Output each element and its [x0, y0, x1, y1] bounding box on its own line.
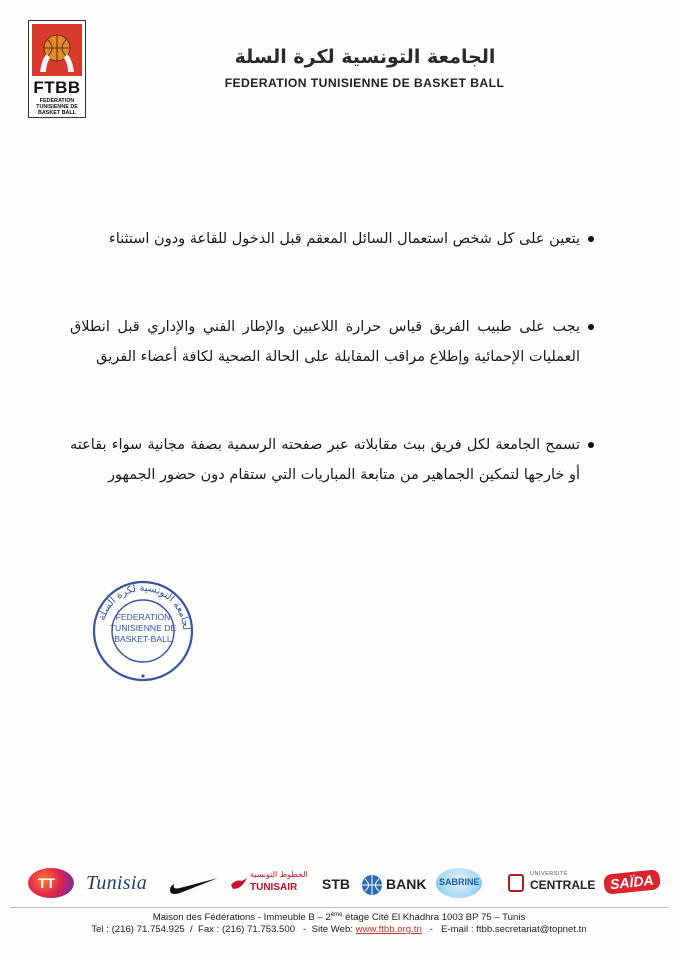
instruction-text: يتعين على كل شخص استعمال السائل المعقم قبل الدخول للقاعة ودون استثناء [108, 231, 580, 247]
tunisair-arabic: الخطوط التونسية [250, 870, 308, 879]
address-superscript: ème [330, 912, 343, 918]
footer-divider [10, 907, 668, 908]
tunisia-logo: Tunisia [86, 872, 148, 894]
stamp-line: BASKET-BALL [114, 634, 172, 644]
sabrine-label: SABRINE [439, 877, 480, 887]
stamp-line: FEDERATION [115, 612, 171, 622]
logo-subtitle-line: BASKET BALL [37, 110, 77, 116]
footer-address [0, 912, 678, 923]
sponsor-bar [24, 864, 656, 908]
bullet-icon [588, 236, 594, 242]
tt-label: TT [38, 875, 56, 891]
header-title-french: FEDERATION TUNISIENNE DE BASKET BALL [224, 76, 505, 90]
instruction-text: تسمح الجامعة لكل فريق ببث مقابلاته عبر صفحته الرسمية بصفة مجانية سواء بقاعته أو خارجها لتمكين الجماهير من متابعة المباريات التي ستقام دون حضور الجمهور [70, 437, 580, 483]
stamp-text [100, 612, 186, 645]
swoosh-icon [168, 874, 220, 896]
stb-bank-label: BANK [386, 876, 427, 892]
bullet-icon [588, 442, 594, 448]
sabrine-logo [436, 868, 482, 898]
header-title-arabic: الجامعة التونسية لكرة السلة [234, 46, 496, 68]
logo-subtitle [29, 98, 85, 116]
footer-contact [0, 924, 678, 935]
basketball-hands-icon [32, 24, 82, 76]
centrale-logo: CENTRALE [530, 878, 596, 892]
stamp-ring-text: لجامعة التونسية لكرة السلة [96, 582, 192, 631]
instruction-item [70, 312, 580, 372]
contact-phone-fax: Tel : (216) 71.754.925 / Fax : (216) 71.753.500 - Site Web: [91, 924, 356, 935]
tunisair-label: TUNISAIR [250, 882, 298, 893]
ftbb-logo [28, 20, 86, 118]
address-text: Maison des Fédérations - Immeuble B – 2 [152, 912, 331, 924]
contact-email: - E-mail : ftbb.secretariat@topnet.tn [421, 924, 587, 935]
bullet-icon [588, 324, 594, 330]
stamp-line: TUNISIENNE DE [109, 623, 177, 633]
stb-logo: STB [322, 876, 350, 892]
logo-subtitle-line: TUNISIENNE DE [36, 104, 78, 110]
logo-acronym: FTBB [33, 78, 81, 97]
stb-globe-icon [361, 874, 383, 896]
tunisie-telecom-logo [28, 868, 74, 898]
tunisair-logo [230, 870, 308, 895]
logo-subtitle-line: FEDERATION [39, 98, 75, 104]
centrale-crest-icon [508, 874, 524, 892]
centrale-subtitle: UNIVERSITÉ [530, 871, 569, 877]
website-link[interactable]: www.ftbb.org.tn [355, 924, 422, 935]
instruction-item [70, 224, 580, 254]
saida-logo: SAÏDA [603, 869, 660, 895]
instruction-list [70, 224, 580, 490]
instruction-item [70, 430, 580, 490]
instruction-text: يجب على طبيب الفريق قياس حرارة اللاعبين والإطار الفني والإداري قبل انطلاق العمليات الإحمائية وإطلاع مراقب المقابلة على الحالة الصحية لكافة أعضاء الفريق [70, 319, 580, 365]
address-text: étage Cité El Khadhra 1003 BP 75 – Tunis [342, 912, 526, 924]
gazelle-icon [230, 877, 248, 891]
